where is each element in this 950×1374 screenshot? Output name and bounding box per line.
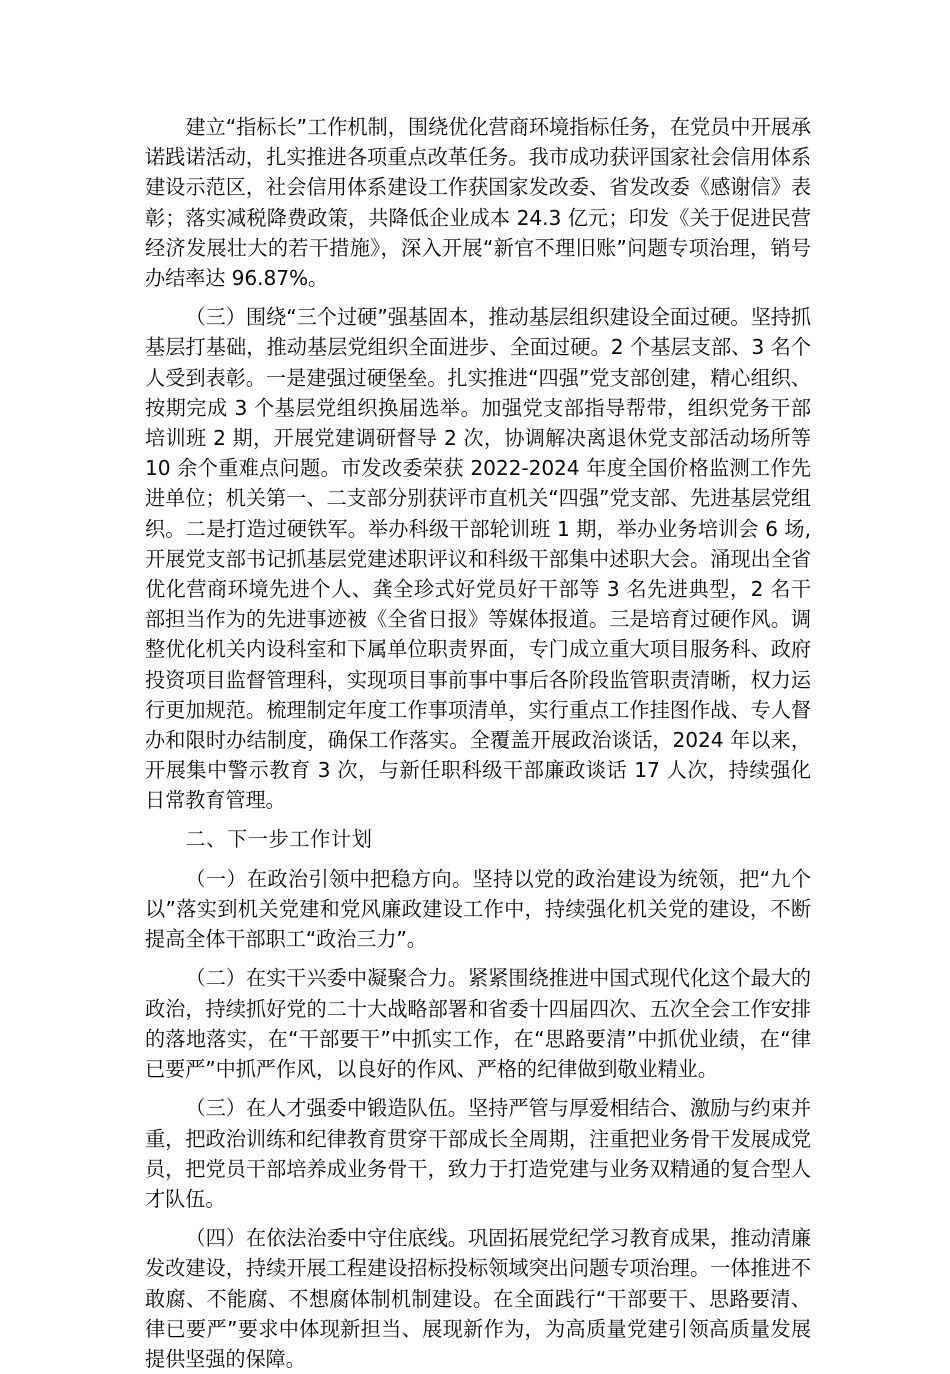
paragraph-section-2-1-political-guidance: （一）在政治引领中把稳方向。坚持以党的政治建设为统领，把“九个以”落实到机关党建和党风廉政建设工作中，持续强化机关党的建设，不断提高全体干部职工“政治三力”。 bbox=[145, 866, 811, 952]
paragraph-section-2-4-rule-of-law-bottom-line: （四）在依法治委中守住底线。巩固拓展党纪学习教育成果，推动清廉发改建设，持续开展工程建设招标投标领域突出问题专项治理。一体推进不敢腐、不能腐、不想腐体制机制建设。在全面践行“干部要干、思路要清、律已要严”要求中体现新担当、展现新作为，为高质量党建引领高质量发展提供坚强的保障。 bbox=[145, 1226, 811, 1371]
paragraph-section-2-2-pragmatic-development: （二）在实干兴委中凝聚合力。紧紧围绕推进中国式现代化这个最大的政治，持续抓好党的二十大战略部署和省委十四届四次、五次全会工作安排的落地落实，在“干部要干”中抓实工作，在“思路要清”中抓优业绩，在“律已要严”中抓严作风，以良好的作风、严格的纪律做到敬业精业。 bbox=[145, 966, 811, 1082]
heading-section-2-next-step-plan: 二、下一步工作计划 bbox=[185, 828, 373, 851]
paragraph-section-1-3-three-tough: （三）围绕“三个过硬”强基固本，推动基层组织建设全面过硬。坚持抓基层打基础，推动基层党组织全面进步、全面过硬。2 个基层支部、3 名个人受到表彰。一是建强过硬堡垒。扎实推进“四强”党支部创建，精心组织、按期完成 3 个基层党组织换届选举。加强党支部指导帮带，组织党务干部培训班 2 期，开展党建调研督导 2 次，协调解决离退休党支部活动场所等 10 余个重难点问题。市发改委荣获 2022-2024 年度全国价格监测工作先进单位；机关第一、二支部分别获评市直机关“四强”党支部、先进基层党组织。二是打造过硬铁军。举办科级干部轮训班 1 期，举办业务培训会 6 场,开展党支部书记抓基层党建述职评议和科级干部集中述职大会。涌现出全省优化营商环境先进个人、龚全珍式好党员好干部等 3 名先进典型，2 名干部担当作为的先进事迹被《全省日报》等媒体报道。三是培育过硬作风。调整优化机关内设科室和下属单位职责界面，专门成立重大项目服务科、政府投资项目监督管理科，实现项目事前事中事后各阶段监管职责清晰，权力运行更加规范。梳理制定年度工作事项清单，实行重点工作挂图作战、专人督办和限时办结制度，确保工作落实。全覆盖开展政治谈话，2024 年以来，开展集中警示教育 3 次，与新任职科级干部廉政谈话 17 人次，持续强化日常教育管理。 bbox=[145, 305, 811, 813]
paragraph-indicator-chief-mechanism: 建立“指标长”工作机制，围绕优化营商环境指标任务，在党员中开展承诺践诺活动，扎实推进各项重点改革任务。我市成功获评国家社会信用体系建设示范区，社会信用体系建设工作获国家发改委、省发改委《感谢信》表彰；落实减税降费政策，共降低企业成本 24.3 亿元；印发《关于促进民营经济发展壮大的若干措施》，深入开展“新官不理旧账”问题专项治理，销号办结率达 96.87%。 bbox=[145, 115, 811, 291]
document-text-body bbox=[145, 112, 811, 1374]
paragraph-section-2-3-talent-team-building: （三）在人才强委中锻造队伍。坚持严管与厚爱相结合、激励与约束并重，把政治训练和纪律教育贯穿干部成长全周期，注重把业务骨干发展成党员，把党员干部培养成业务骨干，致力于打造党建与业务双精通的复合型人才队伍。 bbox=[145, 1096, 811, 1211]
